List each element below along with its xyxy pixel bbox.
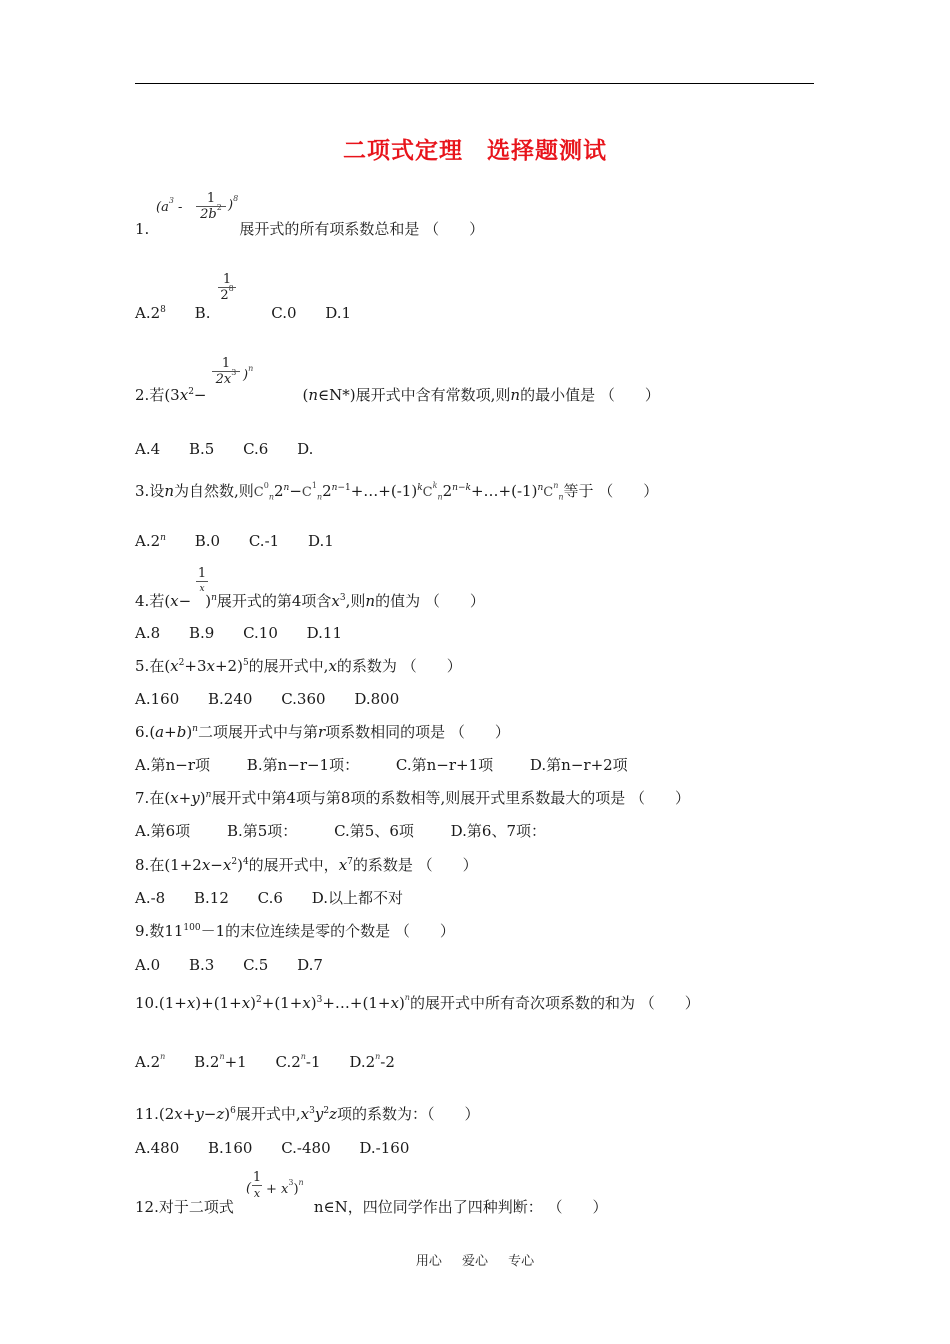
q10-opt-d: D.2$^n$-2 (349, 1052, 395, 1071)
question-9: 9.数$11^{100}-1$的末位连续是零的个数是 （ ） (135, 922, 455, 940)
q10-opt-c: C.2$^n$-1 (275, 1052, 321, 1071)
q2-domain: N* (329, 386, 350, 404)
q10-opt-a: A.2$^n$ (135, 1052, 166, 1071)
q2-exponent: )$^n$ (243, 364, 254, 383)
q3-number: 3. (135, 482, 150, 500)
q2-opt-a: A.4 (135, 440, 161, 458)
q1-opt-a: $A.2^8$ (135, 304, 166, 322)
q1-formula: ($a^3$ - (156, 196, 183, 215)
q3-opt-b: B.0 (194, 532, 221, 550)
q2-fraction: 1 $2x^3$ (212, 356, 240, 388)
q5-opt-b: B.240 (208, 690, 253, 708)
q4-opt-a: A.8 (135, 624, 161, 642)
q7-opt-d: D.第6、7项： (450, 822, 547, 840)
q8-opt-d: D.以上都不对 (311, 889, 403, 907)
q11-opt-c: C.-480 (281, 1139, 331, 1157)
q4-options (135, 624, 342, 642)
q1-stem: 展开式的所有项系数总和是 （ ） (239, 220, 485, 238)
q7-opt-b: B.第5项： (226, 822, 298, 840)
question-3: 3.设n为自然数,则$C^0_n2^n-C^1_n2^{n-1}+\dots+(-1)^kC^k_n2^{n-k}+\dots+(-1)^nC^n_n$等于 （ ） (135, 481, 659, 502)
q6-number: 6. (135, 723, 150, 741)
q1-opt-d: D.1 (325, 304, 352, 322)
q4-fraction: 1 x (197, 566, 207, 594)
q4-number: 4. (135, 592, 150, 610)
question-6: $6.(a+b)^n$二项展开式中与第r项系数相同的项是 （ ） (135, 723, 510, 741)
q11-number: 11. (135, 1105, 159, 1123)
q1-optb-fraction: 1 $2^8$ (218, 272, 236, 304)
question-1 (135, 220, 484, 238)
question-7: 7.在$(x+y)^n$展开式中第4项与第8项的系数相等,则展开式里系数最大的项是 （ ） (135, 789, 690, 807)
q3-opt-c: C.-1 (248, 532, 280, 550)
q6-opt-a: A.第n−r项 (135, 756, 211, 774)
q5-opt-a: A.160 (135, 690, 180, 708)
header-rule (135, 83, 814, 84)
q1-opt-c: C.0 (271, 304, 297, 322)
q11-options (135, 1139, 409, 1157)
q11-opt-a: A.480 (135, 1139, 180, 1157)
q9-number: 9. (135, 922, 150, 940)
q2-opt-d: D. (297, 440, 314, 458)
question-4: 4.若$(x- )^n$展开式的第4项含$x^3$,则n的值为 （ ） (135, 592, 485, 610)
q9-opt-d: D.7 (297, 956, 323, 974)
footer-word-1: 用心 (415, 1254, 442, 1269)
q6-opt-b: B.第n−r−1项： (246, 756, 360, 774)
page-title: 二项式定理 选择题测试 (343, 138, 607, 164)
q12-formula: + $x^3)^n$ (266, 1178, 304, 1197)
q6-opt-c: C.第n−r+1项 (395, 756, 494, 774)
q6-options (135, 756, 628, 774)
q3-opt-d: D.1 (307, 532, 334, 550)
q1-opt-b: B. (194, 304, 211, 322)
q10-options (135, 1053, 395, 1074)
question-11: $11.(2x+y-z)^6$展开式中$,x^3y^2z$项的系数为：（ ） (135, 1105, 480, 1123)
footer-word-3: 专心 (508, 1254, 535, 1269)
question-2: 2.若($3x^2-$ (n∈N*)展开式中含有常数项,则n的最小值是 （ ） (135, 386, 660, 404)
q5-options (135, 690, 399, 708)
q1-options (135, 304, 351, 325)
q3-opt-a: A.2$^n$ (135, 532, 166, 550)
q8-opt-b: B.12 (194, 889, 229, 907)
q12-fraction: 1 x (252, 1170, 262, 1200)
q8-opt-c: C.6 (257, 889, 283, 907)
q10-opt-b: $B.2^n+1$ (194, 1052, 247, 1071)
q9-options (135, 956, 323, 974)
q1-fraction: 1 $2b^2$ (196, 191, 226, 223)
q11-opt-d: D.-160 (359, 1139, 410, 1157)
q5-opt-c: C.360 (281, 690, 326, 708)
q12-paren-open: ( (246, 1181, 252, 1196)
q2-number: 2. (135, 386, 150, 404)
q8-opt-a: A.-8 (135, 889, 166, 907)
q7-number: 7. (135, 789, 150, 807)
footer-word-2: 爱心 (461, 1254, 488, 1269)
q7-opt-c: C.第5、6项 (334, 822, 414, 840)
q3-options (135, 532, 334, 553)
question-12: 12.对于二项式 n∈N，四位同学作出了四种判断： （ ） (135, 1198, 608, 1216)
q4-opt-d: D.11 (306, 624, 343, 642)
q2-options (135, 440, 313, 458)
q2-opt-c: C.6 (243, 440, 269, 458)
q2-opt-b: B.5 (188, 440, 215, 458)
q12-number: 12. (135, 1198, 159, 1216)
q5-opt-d: D.800 (354, 690, 400, 708)
q8-number: 8. (135, 856, 150, 874)
q4-opt-c: C.10 (243, 624, 278, 642)
q9-opt-b: B.3 (188, 956, 215, 974)
question-8: 8.在$(1+2x-x^2)^4$的展开式中，$x^7$的系数是 （ ） (135, 856, 478, 874)
q11-opt-b: B.160 (208, 1139, 253, 1157)
question-10: $10.(1+x)+(1+x)^2+(1+x)^3+\dots+(1+x)^n$的展开式中所有奇次项系数的和为 （ ） (135, 993, 700, 1012)
question-5: 5.在$(x^2+3x+2)^5$的展开式中,x的系数为 （ ） (135, 657, 462, 675)
page-footer (0, 1250, 950, 1269)
q1-number: 1. (135, 220, 150, 238)
q7-options (135, 822, 546, 840)
q10-number: 10. (135, 994, 159, 1012)
q9-opt-c: C.5 (243, 956, 269, 974)
q8-options (135, 889, 403, 907)
q7-opt-a: A.第6项 (135, 822, 191, 840)
q5-number: 5. (135, 657, 150, 675)
q9-opt-a: A.0 (135, 956, 161, 974)
q1-exponent: )$^8$ (228, 194, 239, 213)
q4-opt-b: B.9 (188, 624, 215, 642)
q6-opt-d: D.第n−r+2项 (529, 756, 628, 774)
